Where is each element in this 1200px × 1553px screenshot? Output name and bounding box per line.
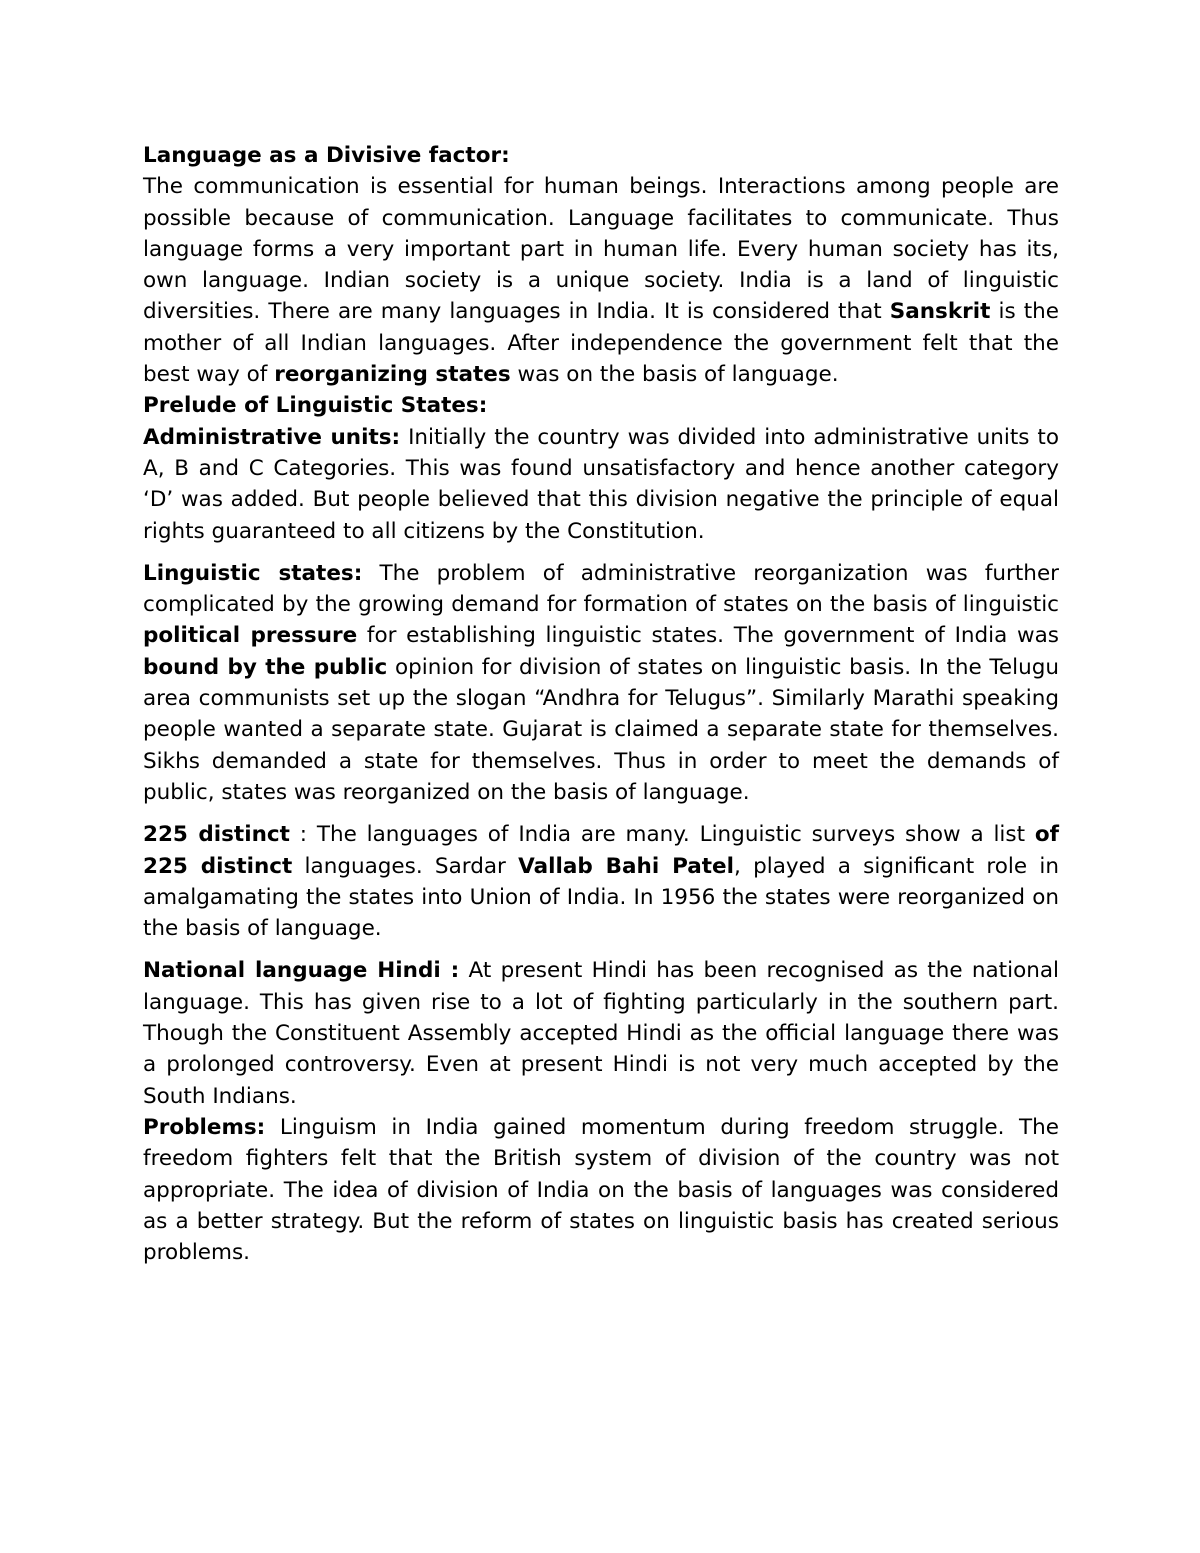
text-run: : The languages of India are many. Linguistic surveys show a list (289, 822, 1035, 848)
bold-term-225-distinct: of 225 distinct (143, 822, 1059, 879)
paragraph-label: Administrative units: (143, 424, 401, 450)
text-run: The problem of administrative reorganization was further complicated by the growing demand for formation of states on the basis of linguistic (143, 560, 1060, 618)
paragraph-label: 225 distinct (143, 822, 290, 848)
bold-term-sanskrit: Sanskrit (889, 299, 991, 325)
paragraph-problems (143, 1112, 1059, 1268)
bold-term-reorganizing-states: reorganizing states (274, 362, 511, 388)
document-page (143, 140, 1059, 1268)
bold-term-bound-by-public: bound by the public (143, 654, 388, 680)
text-run: for establishing linguistic states. The government of India was (357, 623, 1059, 649)
paragraph-label: Problems: (143, 1114, 266, 1140)
bold-term-vallab-bahi-patel: Vallab Bahi Patel (518, 853, 735, 879)
bold-term-political-pressure: political pressure (143, 623, 358, 649)
section-heading-prelude: Prelude of Linguistic States: (143, 393, 488, 419)
paragraph-label: National language Hindi : (143, 958, 460, 984)
paragraph-linguistic-states (143, 558, 1059, 808)
paragraph-administrative-units (143, 422, 1059, 547)
text-run: was on the basis of language. (510, 362, 839, 388)
text-run: The communication is essential for human beings. Interactions among people are possible because of communication. Language facilitates to communicate. Thus language forms a very important part in human life. Every human society has its, own language. Indian society is a unique society. India is a land of linguistic diversities. There are many languages in India. It is considered that (143, 174, 1059, 325)
text-run: Initially the country was divided into administrative units to A, B and C Categories. This was found unsatisfactory and hence another category ‘D’ was added. But people believed that this division negative the principle of equal rights guaranteed to all citizens by the Constitution. (143, 424, 1059, 544)
text-run: Linguism in India gained momentum during freedom struggle. The freedom fighters felt that the British system of division of the country was not appropriate. The idea of division of India on the basis of languages was considered as a better strategy. But the reform of states on linguistic basis has created serious problems. (143, 1114, 1059, 1266)
paragraph-225-distinct (143, 819, 1059, 944)
paragraph-national-language-hindi (143, 955, 1059, 1111)
text-run: languages. Sardar (292, 853, 519, 879)
text-run: opinion for division of states on linguistic basis. In the Telugu area communists set up the slogan “Andhra for Telugus”. Similarly Marathi speaking people wanted a separate state. Gujarat is claimed a separate state for themselves. Sikhs demanded a state for themselves. Thus in order to meet the demands of public, states was reorganized on the basis of language. (143, 654, 1060, 805)
section-heading-divisive-factor: Language as a Divisive factor: (143, 143, 510, 168)
text-run: At present Hindi has been recognised as the national language. This has given rise to a lot of fighting particularly in the southern part. Though the Constituent Assembly accepted Hindi as the official language there was a prolonged controversy. Even at present Hindi is not very much accepted by the South Indians. (143, 958, 1059, 1109)
paragraph-label: Linguistic states: (143, 560, 363, 586)
text-run: , played a significant role in amalgamating the states into Union of India. In 1956 the states were reorganized on the basis of language. (143, 853, 1059, 942)
text-run: is the mother of all Indian languages. After independence the government felt that the best way of (143, 299, 1059, 388)
paragraph-communication (143, 171, 1059, 390)
